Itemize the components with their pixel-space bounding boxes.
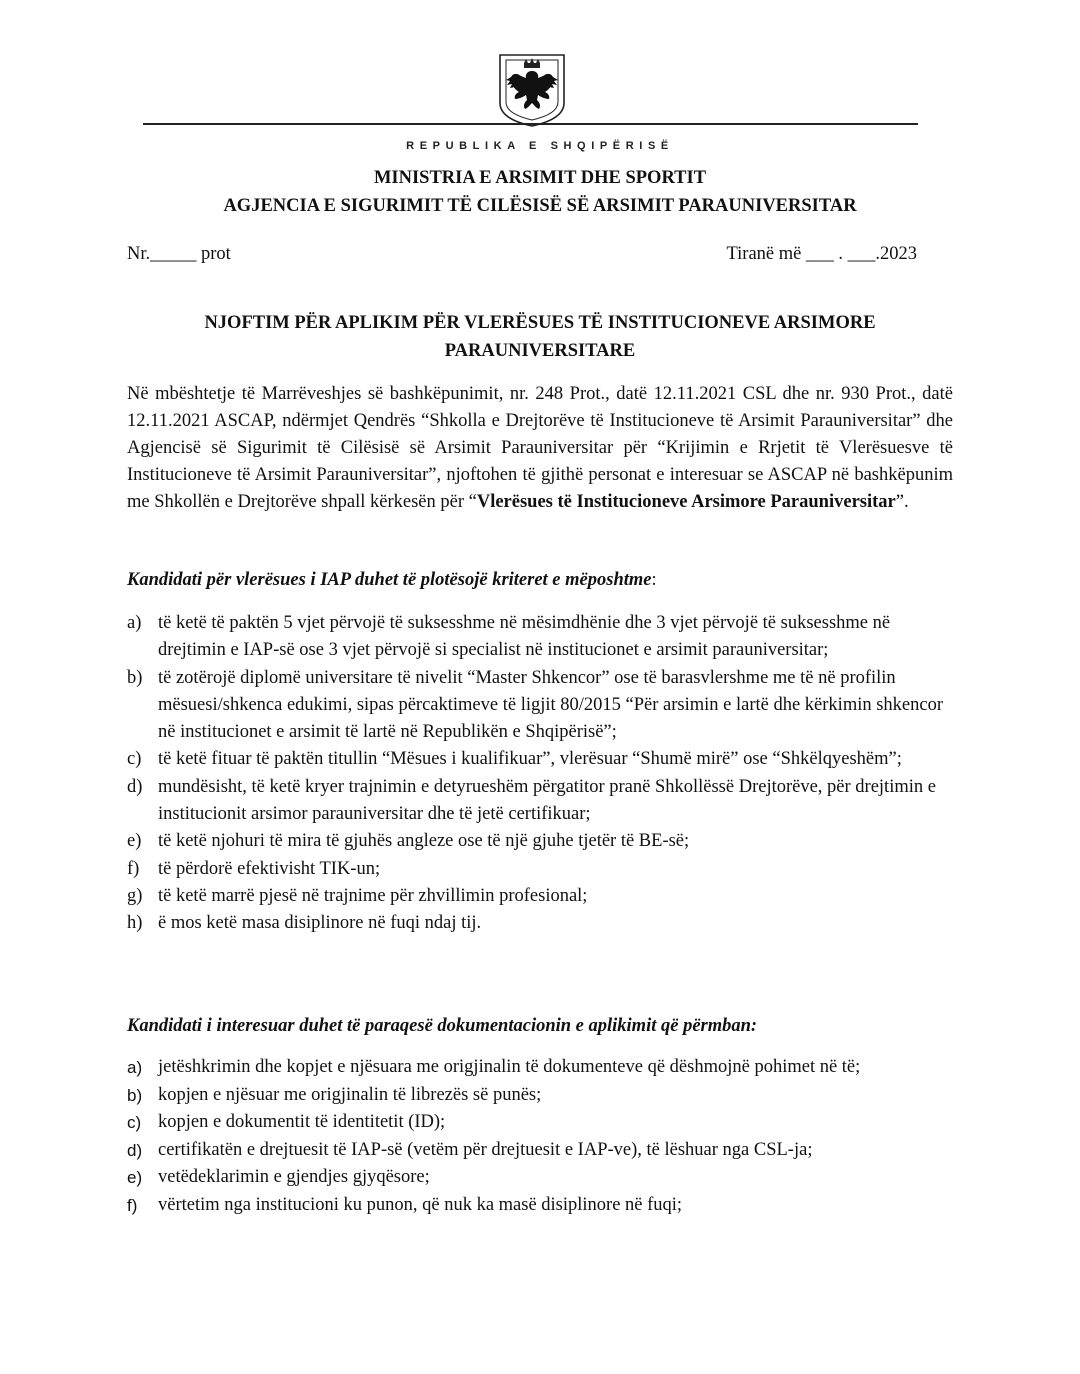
protocol-number: Nr._____ prot [127,244,231,264]
list-item: a) të ketë të paktën 5 vjet përvojë të suksesshme në mësimdhënie dhe 3 vjet përvojë të suksesshme në drejtimin e IAP-së ose 3 vjet përvojë si specialist në institucionet e arsimit parauniversitar; [127,613,891,661]
header-rule [143,123,918,125]
intro-end: ”. [895,492,909,512]
albanian-coat-of-arms-icon [497,53,567,127]
list-item: c) kopjen e dokumentit të identitetit (ID); [127,1112,446,1132]
list-item: g) të ketë marrë pjesë në trajnime për zhvillimin profesional; [127,885,588,906]
list-item: e) të ketë njohuri të mira të gjuhës angleze ose të një gjuhe tjetër të BE-së; [127,831,690,852]
list-item: f) të përdorë efektivisht TIK-un; [127,858,381,879]
list-item: c) të ketë fituar të paktën titullin “Mësues i kualifikuar”, vlerësuar “Shumë mirë” ose “Shkëlqyeshëm”; [127,749,902,770]
list-item: f) vërtetim nga institucioni ku punon, që nuk ka masë disiplinore në fuqi; [127,1194,683,1215]
intro-text: Në mbështetje të Marrëveshjes së bashkëpunimit, nr. 248 Prot., datë 12.11.2021 CSL dhe nr. 930 Prot., datë 12.11.2021 ASCAP, ndërmjet Qendrës “Shkolla e Drejtorëve të Institucioneve të Arsimit Parauniversitar” dhe Agjencisë së Sigurimit të Cilësisë së Arsimit Parauniversitar për “Krijimin e Rrjetit të Vlerësuesve të Institucioneve të Arsimit Parauniversitar”, njoftohen të gjithë personat e interesuar se ASCAP në bashkëpunim me Shkollën e Drejtorëve shpall kërkesën për “ [127,384,953,512]
agency-title: AGJENCIA E SIGURIMIT TË CILËSISË SË ARSIMIT PARAUNIVERSITAR [223,196,857,216]
list-item: b) kopjen e njësuar me origjinalin të librezës së punës; [127,1084,542,1105]
documents-list [127,1054,953,1219]
criteria-heading: Kandidati për vlerësues i IAP duhet të plotësojë kriteret e mëposhtme: [127,570,657,590]
list-item: d) certifikatën e drejtuesit të IAP-së (vetëm për drejtuesit e IAP-ve), të lëshuar nga CSL-ja; [127,1139,813,1160]
documents-heading: Kandidati i interesuar duhet të paraqesë dokumentacionin e aplikimit që përmban: [127,1016,758,1036]
list-item: e) vetëdeklarimin e gjendjes gjyqësore; [127,1167,430,1187]
republic-label: REPUBLIKA E SHQIPËRISË [406,140,674,152]
list-item: d) mundësisht, të ketë kryer trajnimin e detyrueshëm përgatitor pranë Shkollëssë Drejtorëve, për drejtimin e institucionit arsimor parauniversitar dhe të jetë certifikuar; [127,776,936,825]
list-item: h) ë mos ketë masa disiplinore në fuqi ndaj tij. [127,913,482,934]
list-item: b) të zotërojë diplomë universitare të nivelit “Master Shkencor” ose të barasvlershme me të në profilin mësuesi/shkenca edukimi, sipas përcaktimeve të ligjit 80/2015 “Për arsimin e lartë dhe kërkimin shkencor në institucionet e arsimit të lartë në Republikën e Shqipërisë”; [127,667,944,743]
intro-bold-position: Vlerësues të Institucioneve Arsimore Parauniversitar [476,492,896,512]
ministry-title: MINISTRIA E ARSIMIT DHE SPORTIT [373,168,707,188]
document-date: Tiranë më ___ . ___.2023 [726,244,917,264]
notice-title: NJOFTIM PËR APLIKIM PËR VLERËSUES TË INSTITUCIONEVE ARSIMORE PARAUNIVERSITARE [204,313,876,361]
intro-paragraph [127,381,953,516]
list-item: a) jetëshkrimin dhe kopjet e njësuara me origjinalin të dokumenteve që dëshmojnë pohimet në të; [127,1057,861,1077]
criteria-list [127,610,953,938]
